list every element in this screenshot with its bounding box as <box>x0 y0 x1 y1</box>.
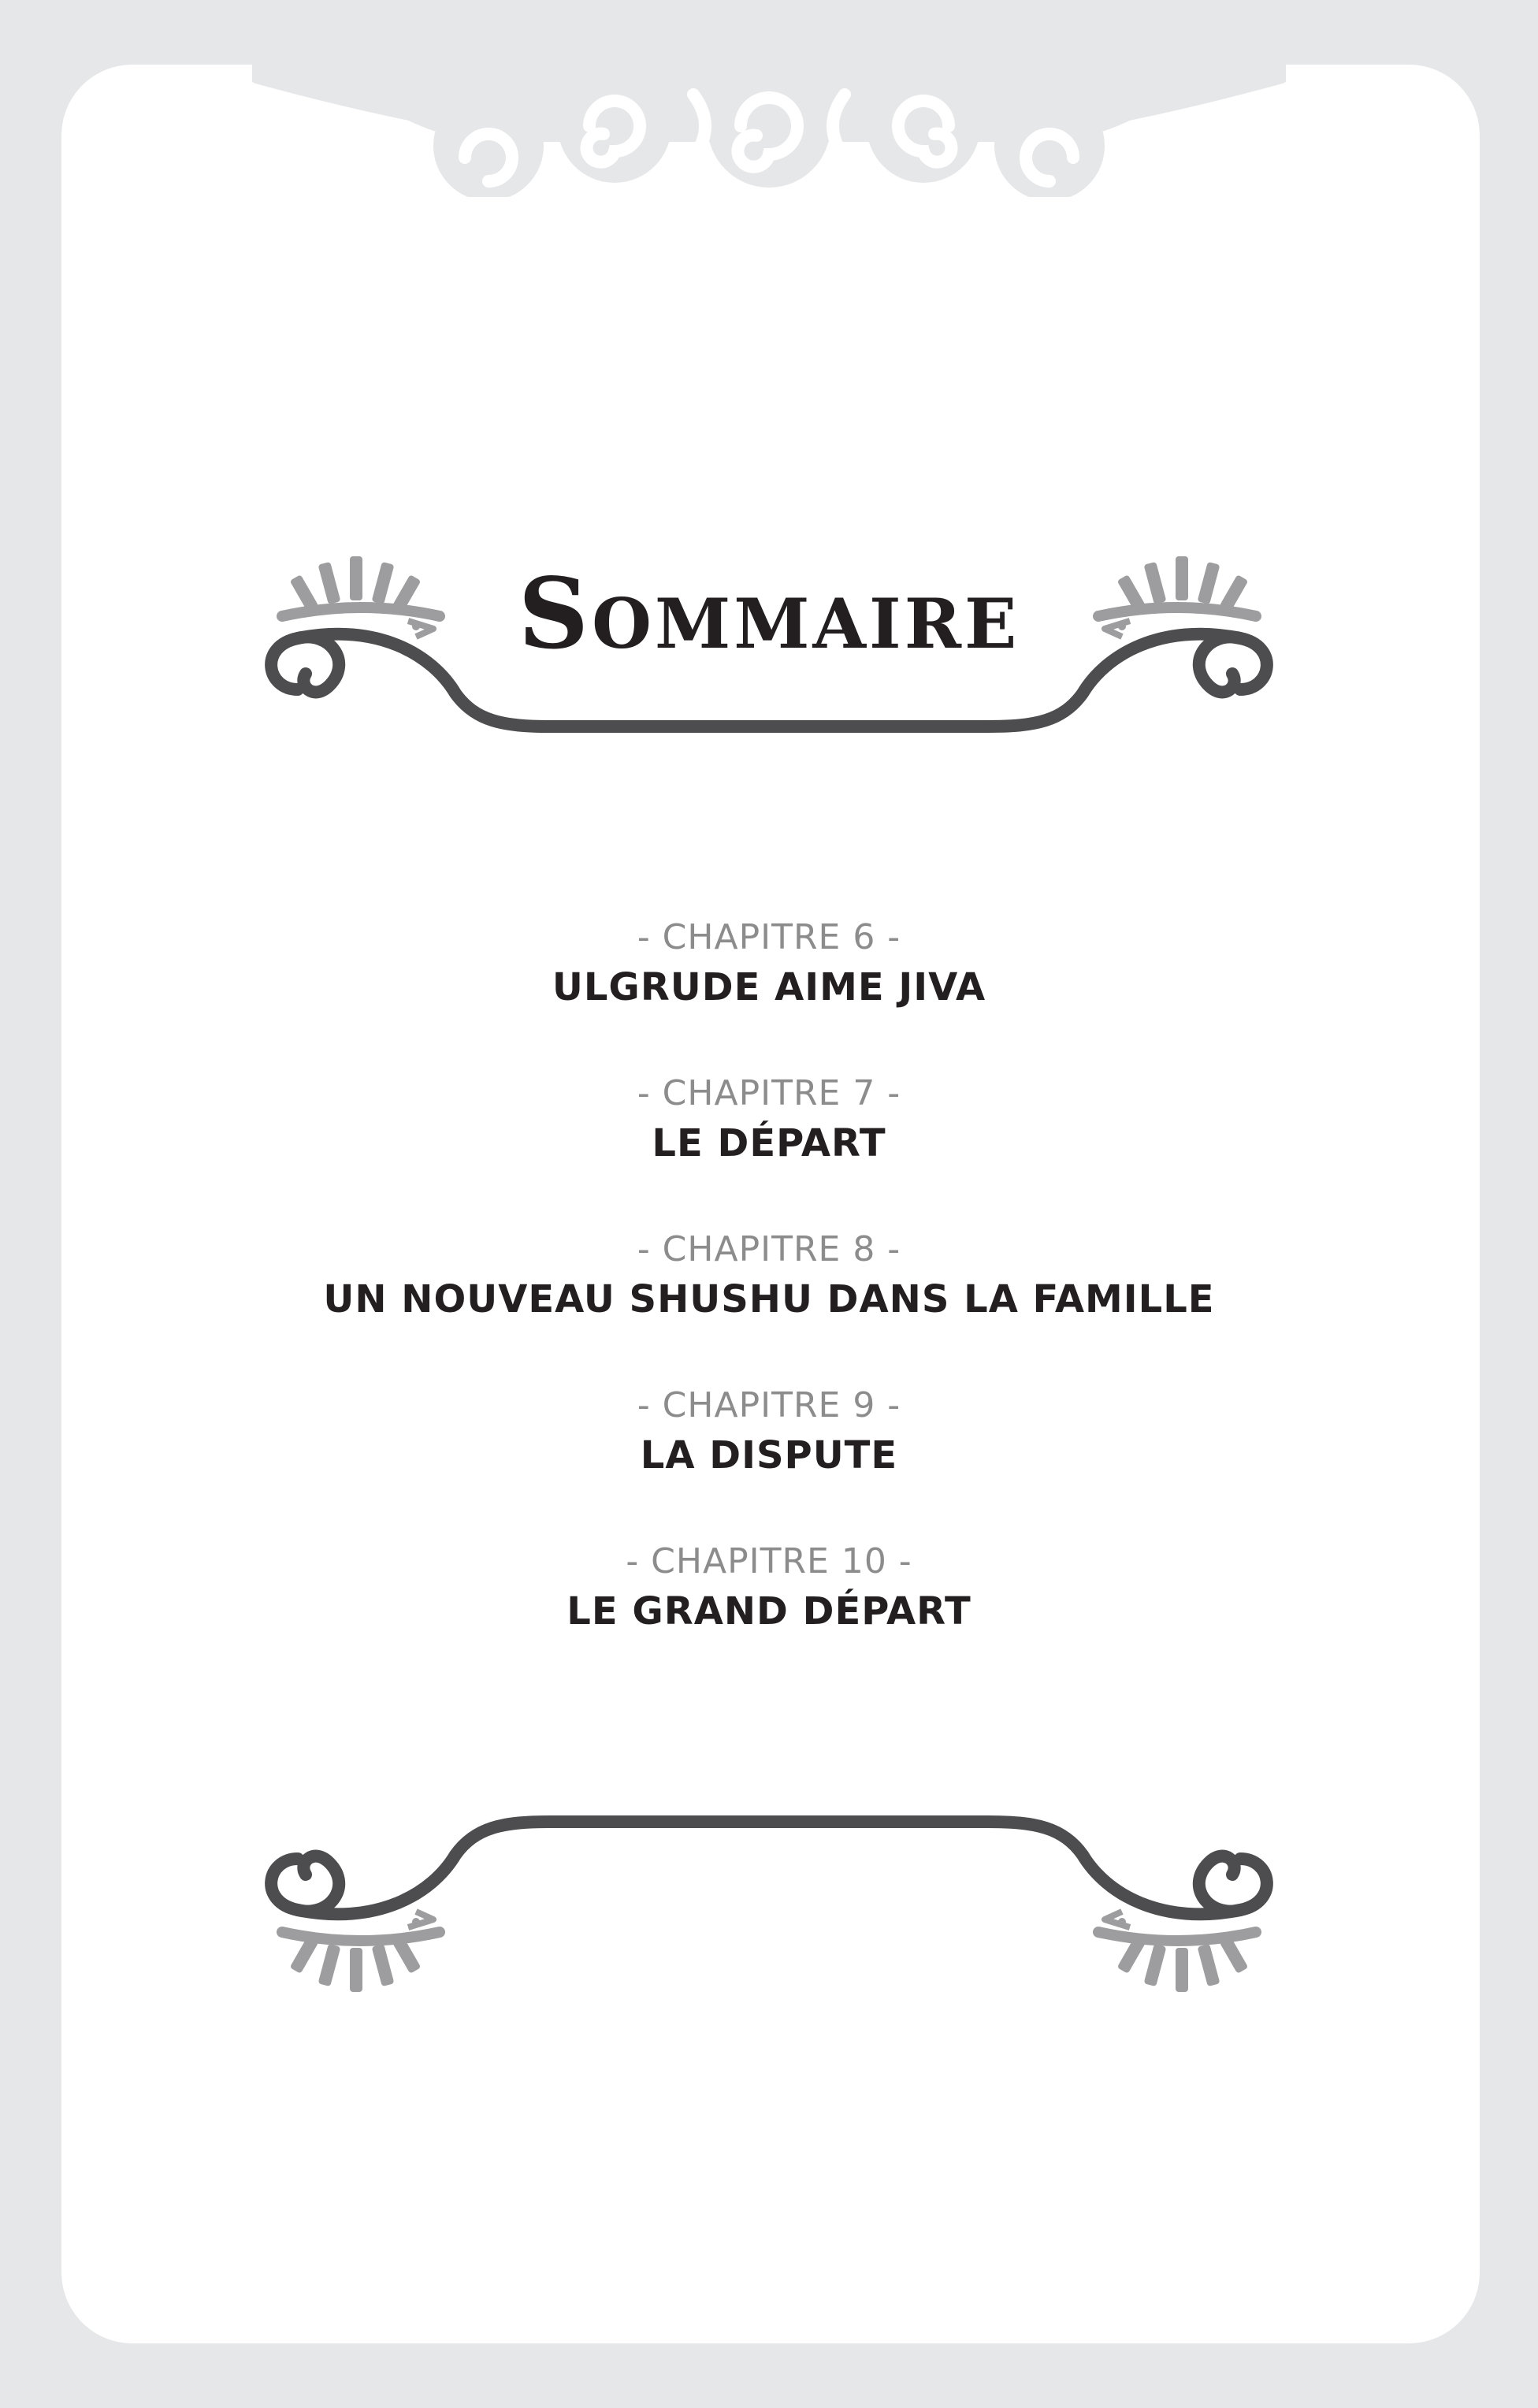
chapter-label: - CHAPITRE 7 - <box>637 1073 901 1113</box>
toc-entry-chapter-10[interactable] <box>0 1540 1538 1696</box>
toc-entry-chapter-8[interactable] <box>0 1228 1538 1384</box>
chapter-title: LE GRAND DÉPART <box>567 1589 971 1633</box>
chapter-label: - CHAPITRE 8 - <box>637 1229 901 1269</box>
chapter-title: LA DISPUTE <box>640 1433 898 1477</box>
toc-entry-chapter-9[interactable] <box>0 1384 1538 1540</box>
page-title-text: Sommaire <box>518 557 1020 671</box>
chapter-label: - CHAPITRE 10 - <box>626 1541 912 1581</box>
chapter-label: - CHAPITRE 9 - <box>637 1385 901 1425</box>
bottom-scroll-ornament <box>251 1784 1287 1997</box>
page-title <box>0 557 1538 671</box>
table-of-contents <box>0 916 1538 1696</box>
chapter-label: - CHAPITRE 6 - <box>637 917 901 957</box>
chapter-title: UN NOUVEAU SHUSHU DANS LA FAMILLE <box>323 1277 1215 1321</box>
top-cloud-ornament <box>252 63 1286 197</box>
toc-entry-chapter-7[interactable] <box>0 1072 1538 1228</box>
toc-entry-chapter-6[interactable] <box>0 916 1538 1072</box>
chapter-title: ULGRUDE AIME JIVA <box>552 965 986 1009</box>
chapter-title: LE DÉPART <box>652 1121 886 1165</box>
